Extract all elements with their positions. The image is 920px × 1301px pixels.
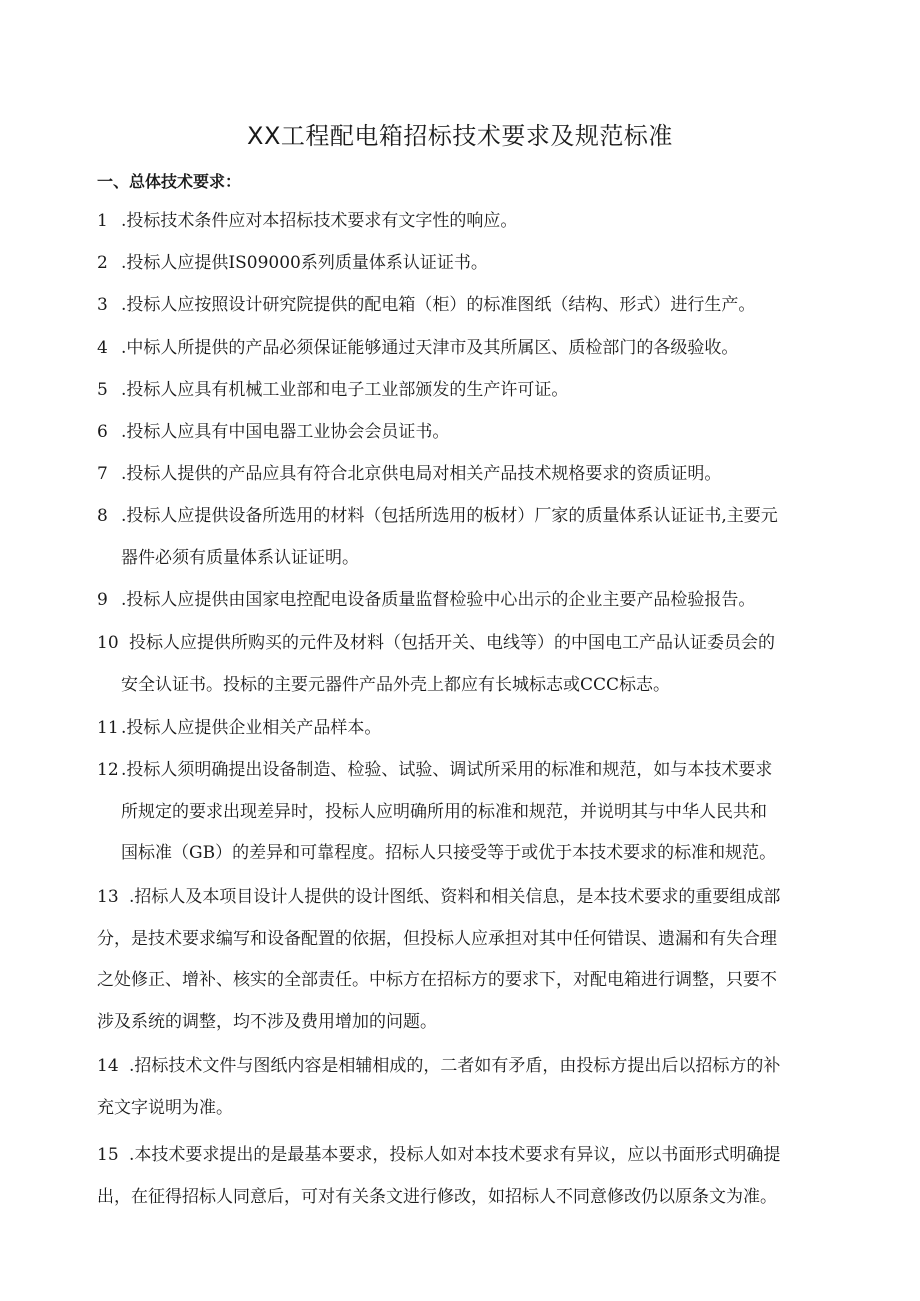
list-item-9: [97, 580, 842, 622]
item-number: 14: [97, 1056, 119, 1076]
item-text: 投标人应提供所购买的元件及材料（包括开关、电线等）的中国电工产品认证委员会的: [129, 633, 775, 653]
item-text-continued: 涉及系统的调整，均不涉及费用增加的问题。: [97, 1011, 437, 1032]
item-number: 7: [97, 464, 108, 484]
list-item-2: [97, 243, 842, 285]
item-text: .投标人应具有机械工业部和电子工业部颁发的生产许可证。: [121, 380, 569, 400]
item-number: 15: [97, 1145, 119, 1165]
item-number: 12: [97, 760, 119, 780]
item-text: .投标技术条件应对本招标技术要求有文字性的响应。: [121, 211, 518, 231]
item-text-continued: 充文字说明为准。: [97, 1097, 233, 1118]
item-number: 3: [97, 295, 108, 315]
item-text-continued: 所规定的要求出现差异时，投标人应明确所用的标准和规范，并说明其与中华人民共和: [121, 801, 767, 822]
list-item-11: [97, 708, 842, 750]
item-text-continued: 器件必须有质量体系认证证明。: [121, 547, 359, 568]
list-item-13: [97, 877, 842, 1043]
item-number: 6: [97, 422, 108, 442]
list-item-7: [97, 454, 842, 496]
item-text: .投标人应提供由国家电控配电设备质量监督检验中心出示的企业主要产品检验报告。: [121, 590, 756, 610]
item-number: 4: [97, 338, 108, 358]
item-text: .投标人提供的产品应具有符合北京供电局对相关产品技术规格要求的资质证明。: [121, 464, 722, 484]
item-text: .招标人及本项目设计人提供的设计图纸、资料和相关信息，是本技术要求的重要组成部: [129, 887, 781, 907]
item-text-continued: 之处修正、增补、核实的全部责任。中标方在招标方的要求下，对配电箱进行调整，只要不: [97, 970, 777, 990]
list-item-12: [97, 750, 842, 875]
item-text-continued: 出，在征得招标人同意后，可对有关条文进行修改，如招标人不同意修改仍以原条文为准。: [97, 1186, 777, 1207]
list-item-3: [97, 285, 842, 327]
item-text: .投标人须明确提出设备制造、检验、试验、调试所采用的标准和规范，如与本技术要求: [121, 760, 773, 780]
list-item-15: [97, 1135, 842, 1218]
item-number: 5: [97, 380, 108, 400]
document-title: XX工程配电箱招标技术要求及规范标准: [247, 122, 673, 150]
item-text-continued: 安全认证书。投标的主要元器件产品外壳上都应有长城标志或CCC标志。: [121, 674, 671, 695]
item-text: .招标技术文件与图纸内容是相辅相成的，二者如有矛盾，由投标方提出后以招标方的补: [129, 1056, 781, 1076]
item-number: 10: [97, 633, 119, 653]
item-text: .中标人所提供的产品必须保证能够通过天津市及其所属区、质检部门的各级验收。: [121, 338, 739, 358]
section-heading: 一、总体技术要求：: [97, 172, 242, 191]
item-text: .本技术要求提出的是最基本要求，投标人如对本技术要求有异议，应以书面形式明确提: [129, 1145, 781, 1165]
item-number: 13: [97, 887, 119, 907]
item-text: .投标人应提供设备所选用的材料（包括所选用的板材）厂家的质量体系认证证书,主要元: [121, 506, 778, 526]
list-item-1: [97, 201, 842, 243]
list-item-8: [97, 496, 842, 579]
item-text: .投标人应按照设计研究院提供的配电箱（柜）的标准图纸（结构、形式）进行生产。: [121, 295, 756, 315]
list-item-10: [97, 623, 842, 706]
item-number: 1: [97, 211, 108, 231]
item-number: 11: [97, 718, 119, 738]
list-item-4: [97, 328, 842, 370]
item-text-continued: 分，是技术要求编写和设备配置的依据，但投标人应承担对其中任何错误、遗漏和有失合理: [97, 928, 777, 949]
item-text-continued: 国标准（GB）的差异和可靠程度。招标人只接受等于或优于本技术要求的标准和规范。: [121, 843, 777, 863]
item-number: 9: [97, 590, 108, 610]
list-item-5: [97, 370, 842, 412]
list-item-14: [97, 1046, 842, 1129]
list-item-6: [97, 412, 842, 454]
item-number: 8: [97, 506, 108, 526]
item-text: .投标人应提供IS09000系列质量体系认证证书。: [121, 253, 488, 273]
item-text: .投标人应具有中国电器工业协会会员证书。: [121, 422, 450, 442]
item-text: .投标人应提供企业相关产品样本。: [121, 718, 382, 738]
item-number: 2: [97, 253, 108, 273]
